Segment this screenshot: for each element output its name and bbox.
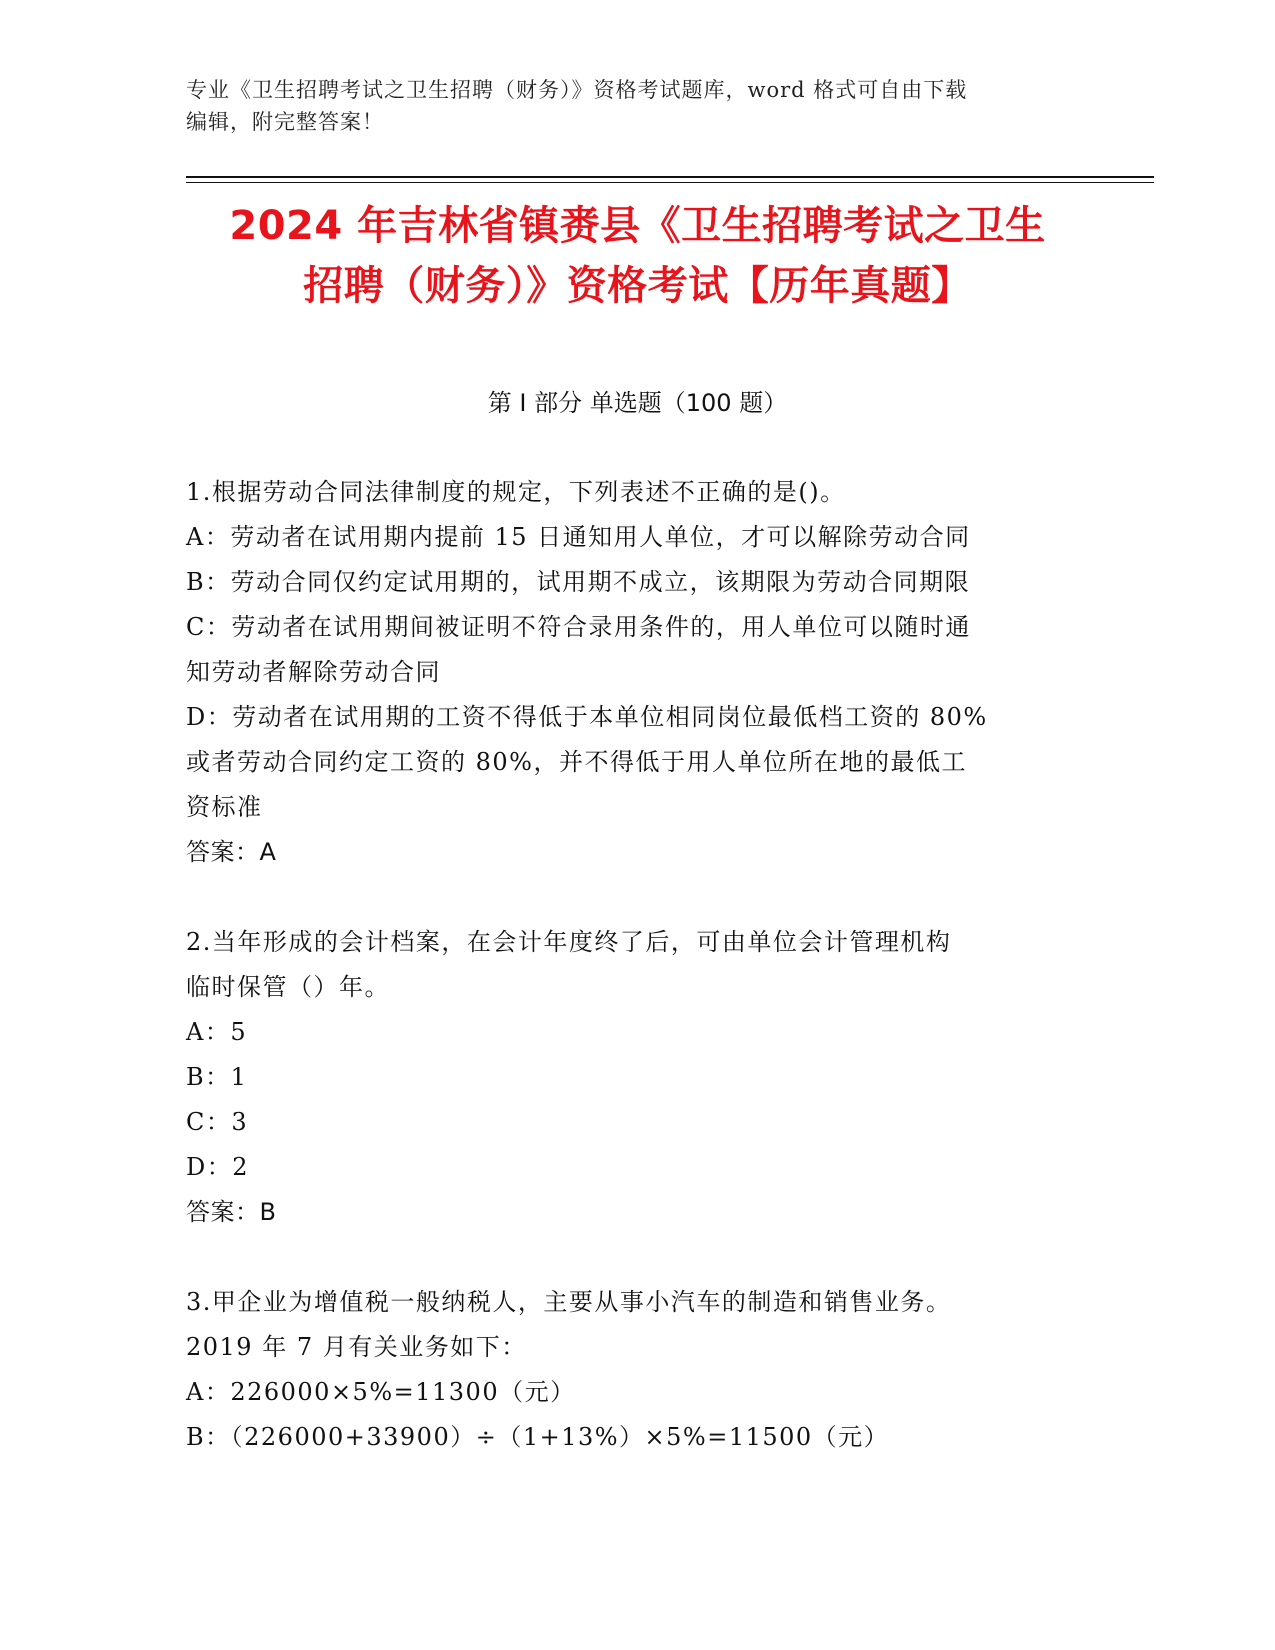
header-divider-thin bbox=[186, 182, 1154, 183]
question-2-answer: 答案：B bbox=[186, 1198, 277, 1226]
question-3-stem-line-1: 3.甲企业为增值税一般纳税人，主要从事小汽车的制造和销售业务。 bbox=[186, 1288, 952, 1316]
question-1-option-b: B：劳动合同仅约定试用期的，试用期不成立，该期限为劳动合同期限 bbox=[186, 568, 971, 596]
document-title bbox=[150, 196, 1125, 316]
question-1-option-d-line-1: D：劳动者在试用期的工资不得低于本单位相同岗位最低档工资的 80% bbox=[186, 703, 988, 731]
question-1-answer: 答案：A bbox=[186, 838, 277, 866]
question-3-option-b: B：（226000+33900）÷（1+13%）×5%=11500（元） bbox=[186, 1423, 890, 1451]
question-spacer bbox=[186, 875, 1086, 920]
header-note bbox=[186, 74, 1066, 138]
question-1 bbox=[186, 470, 1086, 875]
question-3 bbox=[186, 1280, 1086, 1460]
question-spacer bbox=[186, 1235, 1086, 1280]
question-1-option-c bbox=[186, 605, 1086, 695]
section-title: 第 I 部分 单选题（100 题） bbox=[487, 389, 788, 417]
question-2-option-b: B：1 bbox=[186, 1063, 248, 1091]
question-1-option-d-line-3: 资标准 bbox=[186, 793, 263, 821]
header-divider-thick bbox=[186, 176, 1154, 178]
question-1-option-d bbox=[186, 695, 1086, 830]
document-title-line-2: 招聘（财务）》资格考试【历年真题】 bbox=[303, 263, 972, 309]
question-2-stem-line-2: 临时保管（）年。 bbox=[186, 973, 390, 1001]
question-2-option-d: D：2 bbox=[186, 1153, 250, 1181]
question-2 bbox=[186, 920, 1086, 1235]
question-3-stem-line-2: 2019 年 7 月有关业务如下： bbox=[186, 1333, 527, 1361]
question-list bbox=[186, 470, 1086, 1460]
question-1-option-c-line-2: 知劳动者解除劳动合同 bbox=[186, 658, 441, 686]
question-1-stem-line: 1.根据劳动合同法律制度的规定，下列表述不正确的是()。 bbox=[186, 478, 846, 506]
question-2-stem-line-1: 2.当年形成的会计档案，在会计年度终了后，可由单位会计管理机构 bbox=[186, 928, 952, 956]
question-2-option-a: A：5 bbox=[186, 1018, 248, 1046]
header-note-line-2: 编辑，附完整答案！ bbox=[186, 110, 384, 134]
question-2-option-c: C：3 bbox=[186, 1108, 249, 1136]
document-title-line-1: 2024 年吉林省镇赉县《卫生招聘考试之卫生 bbox=[229, 203, 1046, 249]
header-note-line-1: 专业《卫生招聘考试之卫生招聘（财务）》资格考试题库，word 格式可自由下载 bbox=[186, 78, 968, 102]
question-1-option-a: A：劳动者在试用期内提前 15 日通知用人单位，才可以解除劳动合同 bbox=[186, 523, 971, 551]
question-1-option-d-line-2: 或者劳动合同约定工资的 80%，并不得低于用人单位所在地的最低工 bbox=[186, 748, 967, 776]
question-1-option-c-line-1: C：劳动者在试用期间被证明不符合录用条件的，用人单位可以随时通 bbox=[186, 613, 971, 641]
question-3-option-a: A：226000×5%=11300（元） bbox=[186, 1378, 576, 1406]
